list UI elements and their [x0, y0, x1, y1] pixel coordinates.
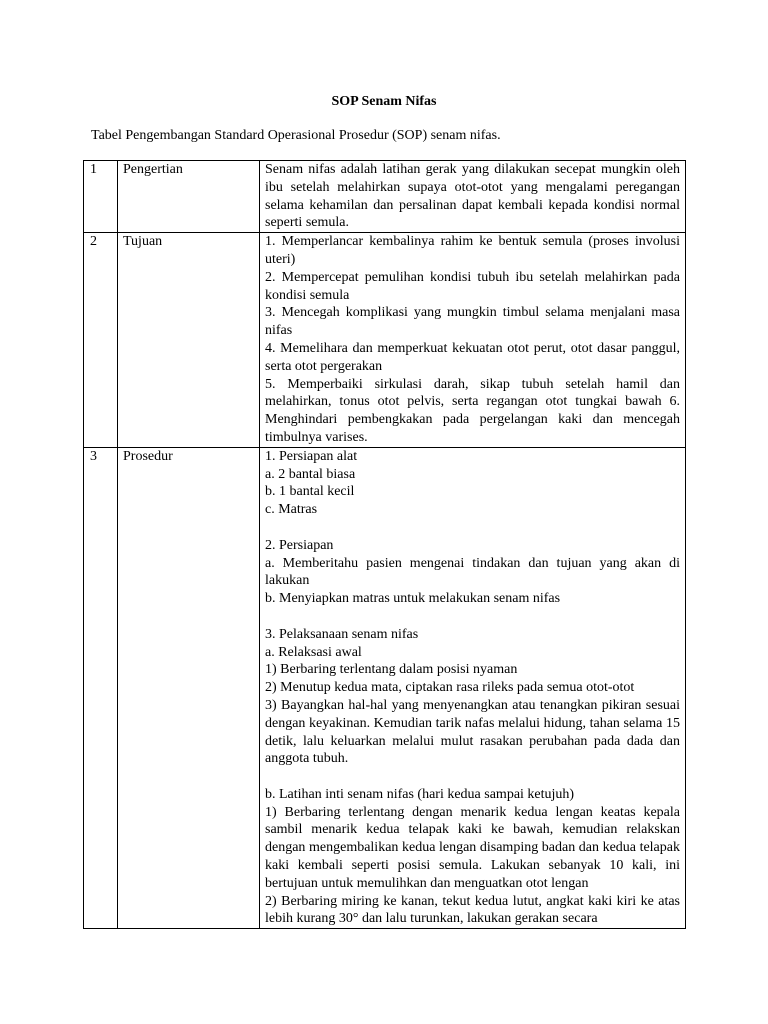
- row-number: 2: [84, 233, 118, 448]
- row-description: [260, 161, 686, 233]
- document-title: SOP Senam Nifas: [331, 94, 437, 109]
- description-line: 3) Bayangkan hal-hal yang menyenangkan atau tenangkan pikiran sesuai dengan keyakinan. Kemudian tarik nafas melalui hidung, tahan selama 15 detik, lalu keluarkan melalui mulut rasakan perubahan pada dada dan anggota tubuh.: [265, 697, 680, 767]
- description-line: 2) Menutup kedua mata, ciptakan rasa rileks pada semua otot-otot: [265, 680, 635, 696]
- description-line: c. Matras: [265, 502, 318, 518]
- table-row: [84, 161, 686, 233]
- row-description: [260, 233, 686, 448]
- description-line: 1. Persiapan alat: [265, 448, 358, 464]
- row-term: Prosedur: [118, 447, 260, 928]
- description-line: 3. Pelaksanaan senam nifas: [265, 626, 419, 642]
- description-line: b. Menyiapkan matras untuk melakukan senam nifas: [265, 591, 561, 607]
- row-description: [260, 447, 686, 928]
- description-line: b. 1 bantal kecil: [265, 484, 355, 500]
- description-line: Senam nifas adalah latihan gerak yang dilakukan secepat mungkin oleh ibu setelah melahirkan supaya otot-otot yang mengalami peregangan selama kehamilan dan persalinan dapat kembali kepada kondisi normal seperti semula.: [265, 162, 680, 231]
- description-line: 1. Memperlancar kembalinya rahim ke bentuk semula (proses involusi uteri): [265, 234, 680, 267]
- blank-line: [265, 608, 680, 626]
- description-line: 1) Berbaring terlentang dengan menarik kedua lengan keatas kepala sambil menarik kedua telapak kaki ke bawah, kemudian relakskan dengan mengembalikan kedua lengan disamping badan dan kedua telapak kaki kembali seperti posisi semula. Lakukan sebanyak 10 kali, ini bertujuan untuk memulihkan dan menguatkan otot lengan: [265, 804, 680, 891]
- description-line: a. Relaksasi awal: [265, 644, 362, 660]
- description-line: 2. Persiapan: [265, 537, 334, 553]
- description-line: 2) Berbaring miring ke kanan, tekut kedua lutut, angkat kaki kiri ke atas lebih kurang 30° dan lalu turunkan, lakukan gerakan secara: [265, 893, 680, 927]
- blank-line: [265, 519, 680, 537]
- intro-text: Tabel Pengembangan Standard Operasional Prosedur (SOP) senam nifas.: [91, 128, 501, 143]
- description-line: b. Latihan inti senam nifas (hari kedua sampai ketujuh): [265, 786, 575, 802]
- row-number: 3: [84, 447, 118, 928]
- row-term: Tujuan: [118, 233, 260, 448]
- description-line: 4. Memelihara dan memperkuat kekuatan otot perut, otot dasar panggul, serta otot pergerakan: [265, 340, 680, 374]
- blank-line: [265, 768, 680, 786]
- description-line: 3. Mencegah komplikasi yang mungkin timbul selama menjalani masa nifas: [265, 305, 680, 339]
- description-line: 1) Berbaring terlentang dalam posisi nyaman: [265, 662, 518, 678]
- description-line: a. Memberitahu pasien mengenai tindakan dan tujuan yang akan di lakukan: [265, 555, 680, 589]
- description-line: 5. Memperbaiki sirkulasi darah, sikap tubuh setelah hamil dan melahirkan, tonus otot pelvis, serta regangan otot tungkai bawah 6. Menghindari pembengkakan pada pergelangan kaki dan mencegah timbulnya varises.: [265, 376, 680, 445]
- row-number: 1: [84, 161, 118, 233]
- row-term: Pengertian: [118, 161, 260, 233]
- description-line: 2. Mempercepat pemulihan kondisi tubuh ibu setelah melahirkan pada kondisi semula: [265, 269, 680, 303]
- description-line: a. 2 bantal biasa: [265, 466, 356, 482]
- table-row: [84, 233, 686, 448]
- table-row: [84, 447, 686, 928]
- sop-table: [83, 160, 686, 929]
